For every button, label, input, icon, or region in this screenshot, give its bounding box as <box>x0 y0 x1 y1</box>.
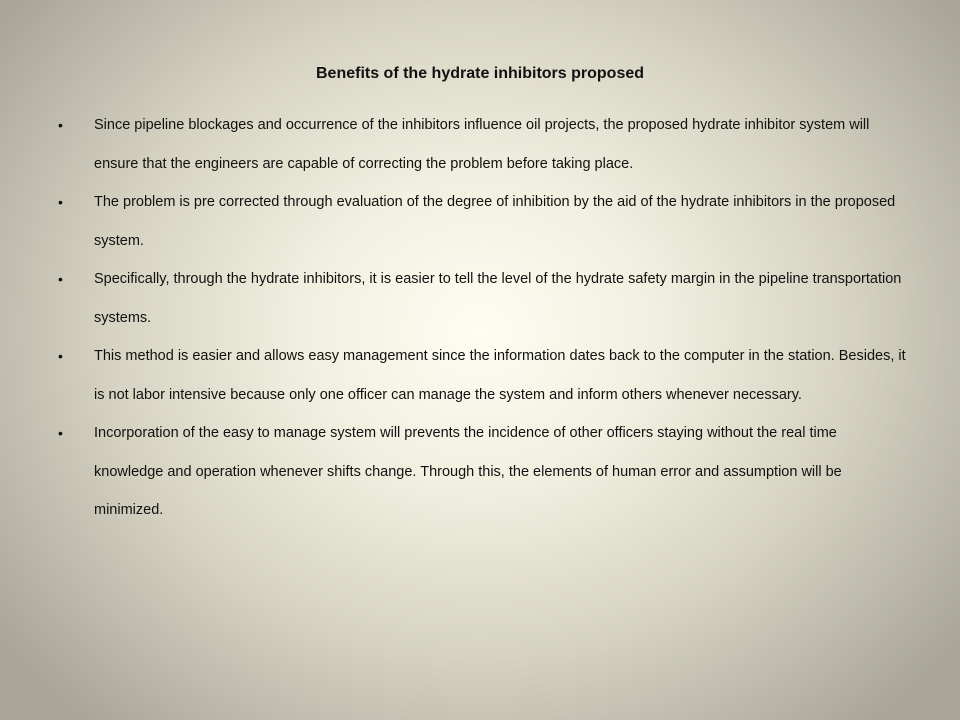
bullet-icon: • <box>58 425 63 441</box>
bullet-text: The problem is pre corrected through evaluation of the degree of inhibition by the aid of the hydrate inhibitors in the proposed system. <box>94 194 896 249</box>
bullet-icon: • <box>58 348 63 364</box>
bullet-text: This method is easier and allows easy management since the information dates back to the computer in the station. Besides, it is not labor intensive because only one officer can manage the system and inform others whenever necessary. <box>94 348 906 403</box>
bullet-list <box>0 106 960 530</box>
bullet-icon: • <box>58 117 63 133</box>
bullet-icon: • <box>58 271 63 287</box>
bullet-item <box>0 414 908 530</box>
slide-title: Benefits of the hydrate inhibitors proposed <box>315 65 645 82</box>
bullet-text: Incorporation of the easy to manage system will prevents the incidence of other officers staying without the real time knowledge and operation whenever shifts change. Through this, the elements of human error and assumption will be minimized. <box>94 425 842 518</box>
bullet-text: Since pipeline blockages and occurrence of the inhibitors influence oil projects, the proposed hydrate inhibitor system will ensure that the engineers are capable of correcting the problem before taking place. <box>94 117 870 172</box>
bullet-item <box>0 183 908 260</box>
bullet-icon: • <box>58 194 63 210</box>
bullet-item <box>0 260 908 337</box>
bullet-item <box>0 337 908 414</box>
bullet-item <box>0 106 908 183</box>
bullet-text: Specifically, through the hydrate inhibitors, it is easier to tell the level of the hydrate safety margin in the pipeline transportation systems. <box>94 271 902 326</box>
